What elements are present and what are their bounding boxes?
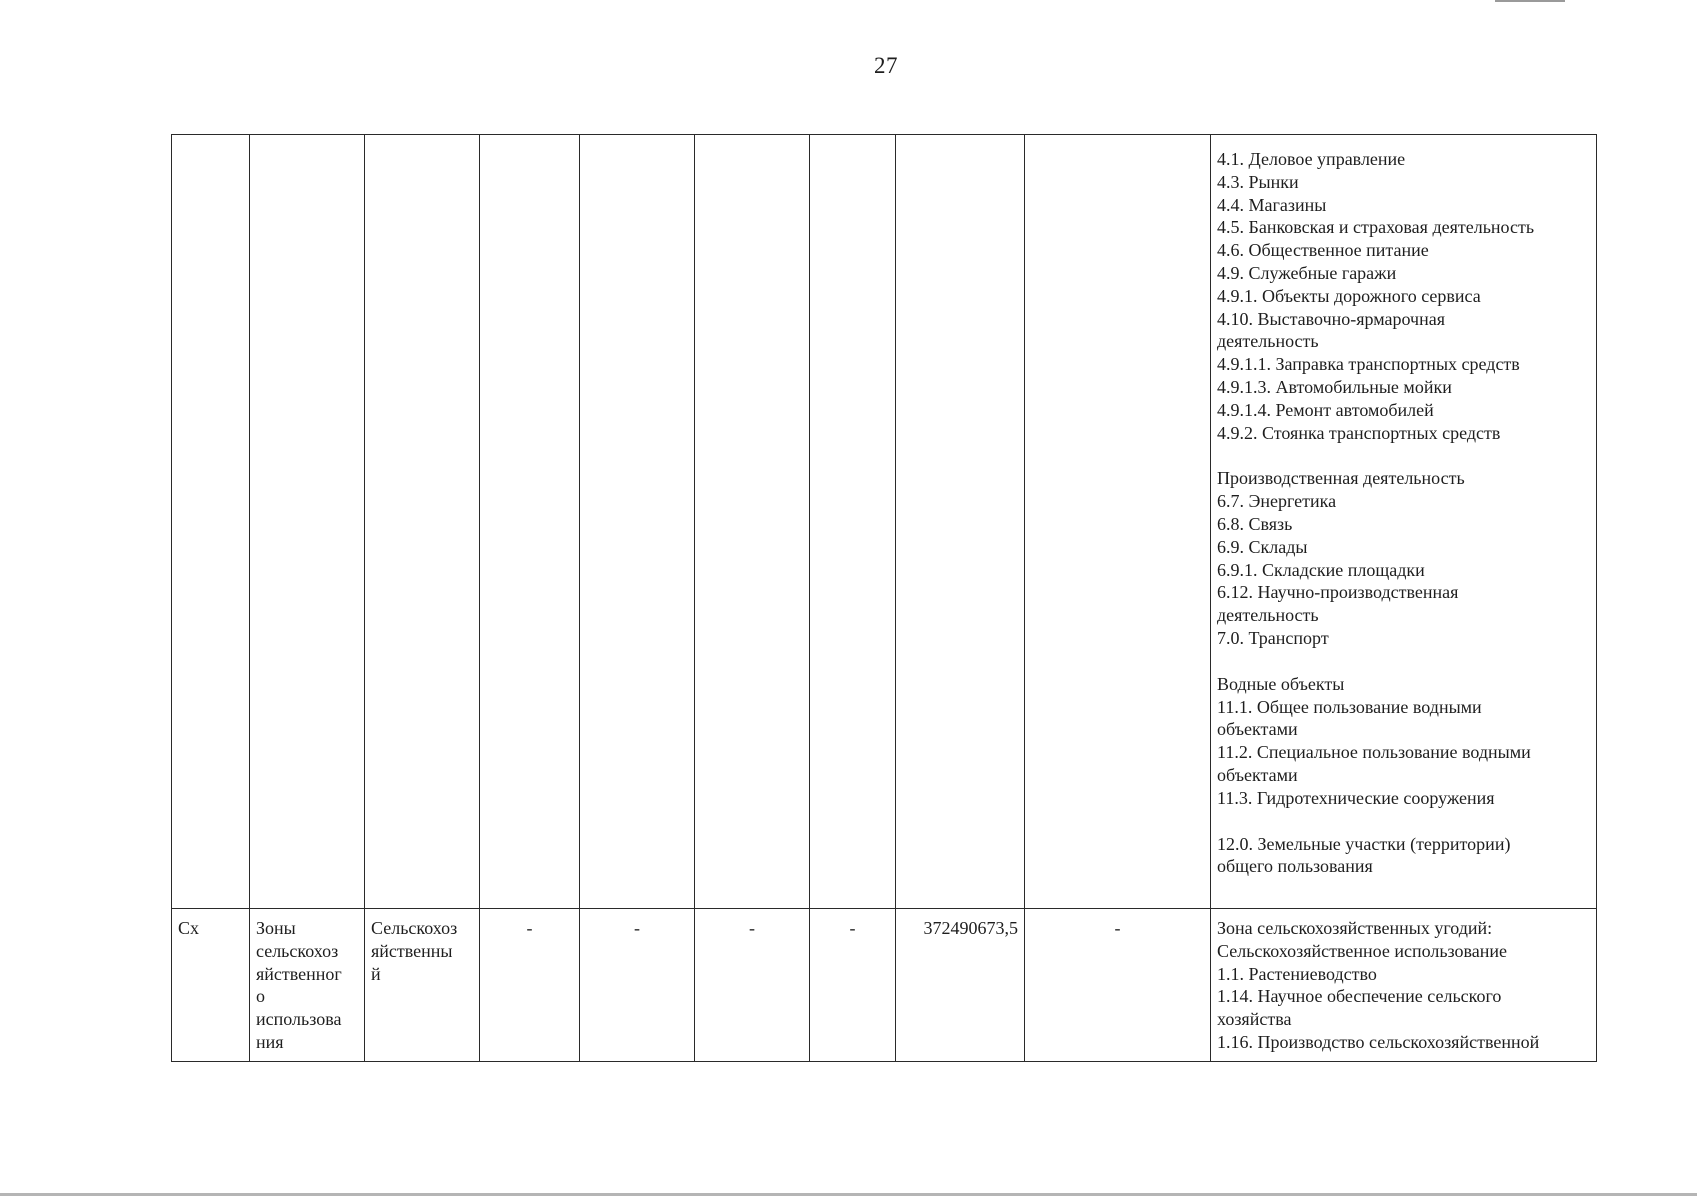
text-line: 4.1. Деловое управление [1217,149,1406,169]
text-line: объектами [1217,764,1298,785]
table-cell [695,135,810,909]
text-line: использова [256,1009,342,1030]
zone-area: 372490673,5 [896,909,1025,1062]
zone-type-cell [365,909,480,1062]
text-line: 7.0. Транспорт [1217,627,1329,648]
zone-type [371,917,473,985]
table-cell [810,135,896,909]
text-line: хозяйства [1217,1009,1292,1030]
text-line: деятельность [1217,331,1319,352]
text-line: Сельскохоз [371,918,458,938]
text-line: 12.0. Земельные участки (территории) [1217,833,1511,854]
zones-table [171,134,1597,1062]
text-line: деятельность [1217,605,1319,626]
table-cell: - [695,909,810,1062]
text-line: 6.8. Связь [1217,513,1293,534]
text-line: 11.3. Гидротехнические сооружения [1217,787,1495,808]
text-line: 1.14. Научное обеспечение сельского [1217,986,1502,1007]
text-line: 4.9.1. Объекты дорожного сервиса [1217,285,1481,306]
text-line: Водные объекты [1217,673,1345,694]
text-line: 4.9.1.3. Автомобильные мойки [1217,376,1452,397]
text-line: 11.2. Специальное пользование водными [1217,742,1531,763]
zone-uses-cell [1211,909,1597,1062]
zone-uses-list [1217,917,1590,1054]
text-line: 1.16. Производство сельскохозяйственной [1217,1031,1540,1052]
text-line: 4.9.2. Стоянка транспортных средств [1217,422,1501,443]
text-line: ния [256,1031,284,1052]
text-line: 4.9.1.4. Ремонт автомобилей [1217,399,1434,420]
permitted-uses-list [1217,148,1590,878]
table-cell [896,135,1025,909]
text-line: общего пользования [1217,856,1373,877]
text-line: о [256,986,265,1007]
text-line: 4.4. Магазины [1217,194,1327,215]
blank-line [1217,444,1590,467]
text-line: й [371,963,381,984]
text-line: Производственная деятельность [1217,468,1465,489]
text-line: сельскохоз [256,940,339,961]
text-line: 6.7. Энергетика [1217,491,1337,512]
zone-code: Сх [172,909,250,1062]
text-line: яйственног [256,963,342,984]
text-line: 1.1. Растениеводство [1217,963,1377,984]
table-cell: - [580,909,695,1062]
table-cell [480,135,580,909]
page-bottom-rule [0,1193,1697,1196]
permitted-uses-cell [1211,135,1597,909]
text-line: 4.9. Служебные гаражи [1217,262,1397,283]
table-row [172,909,1597,1062]
text-line: Зона сельскохозяйственных угодий: [1217,918,1493,938]
text-line: 11.1. Общее пользование водными [1217,696,1482,717]
zone-name [256,917,358,1054]
text-line: 4.10. Выставочно-ярмарочная [1217,308,1446,329]
table-cell: - [810,909,896,1062]
blank-line [1217,810,1590,833]
blank-line [1217,650,1590,673]
table-cell [580,135,695,909]
table-cell: - [1025,909,1211,1062]
zone-name-cell [250,909,365,1062]
text-line: объектами [1217,719,1298,740]
table-cell [172,135,250,909]
text-line: 6.9.1. Складские площадки [1217,559,1425,580]
text-line: 6.9. Склады [1217,536,1308,557]
text-line: 6.12. Научно-производственная [1217,582,1459,603]
page-number: 27 [874,53,898,78]
table-cell [1025,135,1211,909]
table-cell [365,135,480,909]
text-line: 4.3. Рынки [1217,171,1299,192]
table-row [172,135,1597,909]
text-line: яйственны [371,940,453,961]
scan-mark [1495,0,1565,2]
text-line: Сельскохозяйственное использование [1217,940,1508,961]
text-line: 4.6. Общественное питание [1217,240,1429,261]
text-line: 4.9.1.1. Заправка транспортных средств [1217,354,1520,375]
table-cell: - [480,909,580,1062]
table-cell [250,135,365,909]
text-line: Зоны [256,918,296,938]
text-line: 4.5. Банковская и страховая деятельность [1217,217,1535,238]
